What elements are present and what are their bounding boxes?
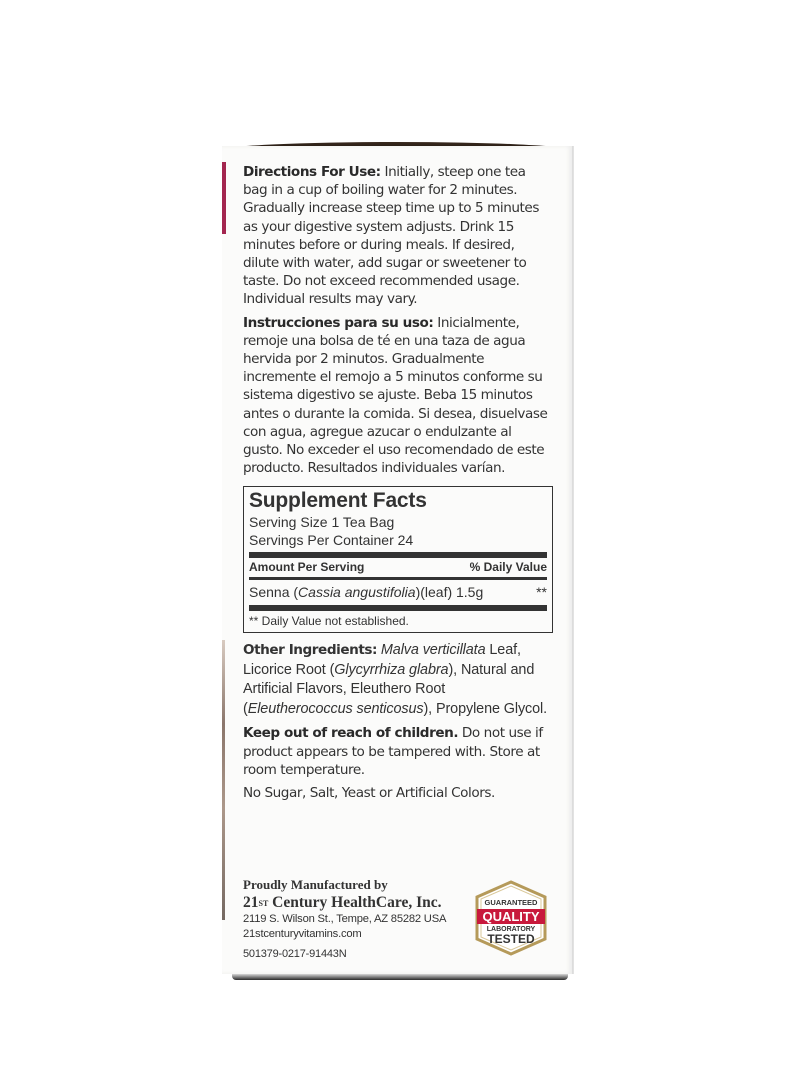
directions-es-heading: Instrucciones para su uso: — [243, 314, 434, 331]
other-ingredients: Other Ingredients: Malva verticillata Leaf, Licorice Root (Glycyrrhiza glabra), Natural and Artificial Flavors, Eleuthero Root (Eleutherococcus senticosus), Propylene Glycol. — [243, 642, 548, 717]
directions-spanish — [243, 314, 553, 478]
ingredient-name: Senna (Cassia angustifolia)(leaf) 1.5g — [249, 584, 484, 601]
left-accent-stripe — [222, 162, 226, 234]
directions-en-heading: Directions For Use: — [243, 164, 381, 180]
directions-english — [243, 163, 553, 309]
manufacturer-info — [243, 876, 463, 961]
box-bottom-edge — [232, 974, 568, 980]
ingredient-daily-value: ** — [536, 584, 547, 601]
divider-thick — [249, 552, 547, 558]
svg-text:QUALITY: QUALITY — [482, 909, 540, 924]
servings-per-container: Servings Per Container 24 — [249, 532, 414, 549]
facts-row — [249, 582, 547, 602]
warning-text: Do not use if product appears to be tampered with. Store at room temperature. — [243, 725, 543, 778]
supplement-facts-panel — [243, 486, 553, 633]
facts-footnote: ** Daily Value not established. — [249, 614, 409, 629]
divider-medium — [249, 577, 547, 580]
svg-text:GUARANTEED: GUARANTEED — [484, 898, 538, 907]
other-ingredients-heading: Other Ingredients: — [243, 642, 377, 659]
divider-thick — [249, 605, 547, 611]
child-warning — [243, 724, 553, 779]
facts-column-header — [249, 560, 547, 575]
directions-es-text: Inicialmente, remoje una bolsa de té en una taza de agua hervida por 2 minutos. Gradualmente incremente el remojo a 5 minutos conforme su sistema digestivo se ajuste. Beba 15 minutos antes o durante la comida. Si desea, disuelvase con agua, agregue azucar o endulzante al gusto. No exceder el uso recomendado de este producto. Resultados individuales varían. — [243, 314, 548, 477]
manufactured-by-label: Proudly Manufactured by — [243, 877, 388, 892]
daily-value-header: % Daily Value — [469, 560, 547, 575]
company-website: 21stcenturyvitamins.com — [243, 928, 362, 940]
lot-code: 501379-0217-91443N — [243, 948, 347, 960]
free-from-statement: No Sugar, Salt, Yeast or Artificial Colors. — [243, 785, 495, 802]
svg-text:LABORATORY: LABORATORY — [486, 926, 536, 933]
svg-text:TESTED: TESTED — [487, 932, 535, 946]
directions-en-text: Initially, steep one tea bag in a cup of boiling water for 2 minutes. Gradually increase steep time up to 5 minutes as your digestive system adjusts. Drink 15 minutes before or during meals. If desired, dilute with water, add sugar or sweetener to taste. Do not exceed recommended usage. Individual results may vary. — [243, 164, 539, 308]
label-content — [243, 163, 553, 807]
serving-size: Serving Size 1 Tea Bag — [249, 514, 395, 531]
supplement-facts-title: Supplement Facts — [249, 489, 427, 513]
amount-per-serving-header: Amount Per Serving — [249, 560, 365, 575]
left-edge-shadow — [222, 640, 225, 920]
company-address: 2119 S. Wilson St., Tempe, AZ 85282 USA — [243, 913, 447, 925]
warning-heading: Keep out of reach of children. — [243, 725, 459, 742]
company-name: 21ST Century HealthCare, Inc. — [243, 894, 442, 911]
quality-tested-badge-icon — [474, 880, 548, 956]
